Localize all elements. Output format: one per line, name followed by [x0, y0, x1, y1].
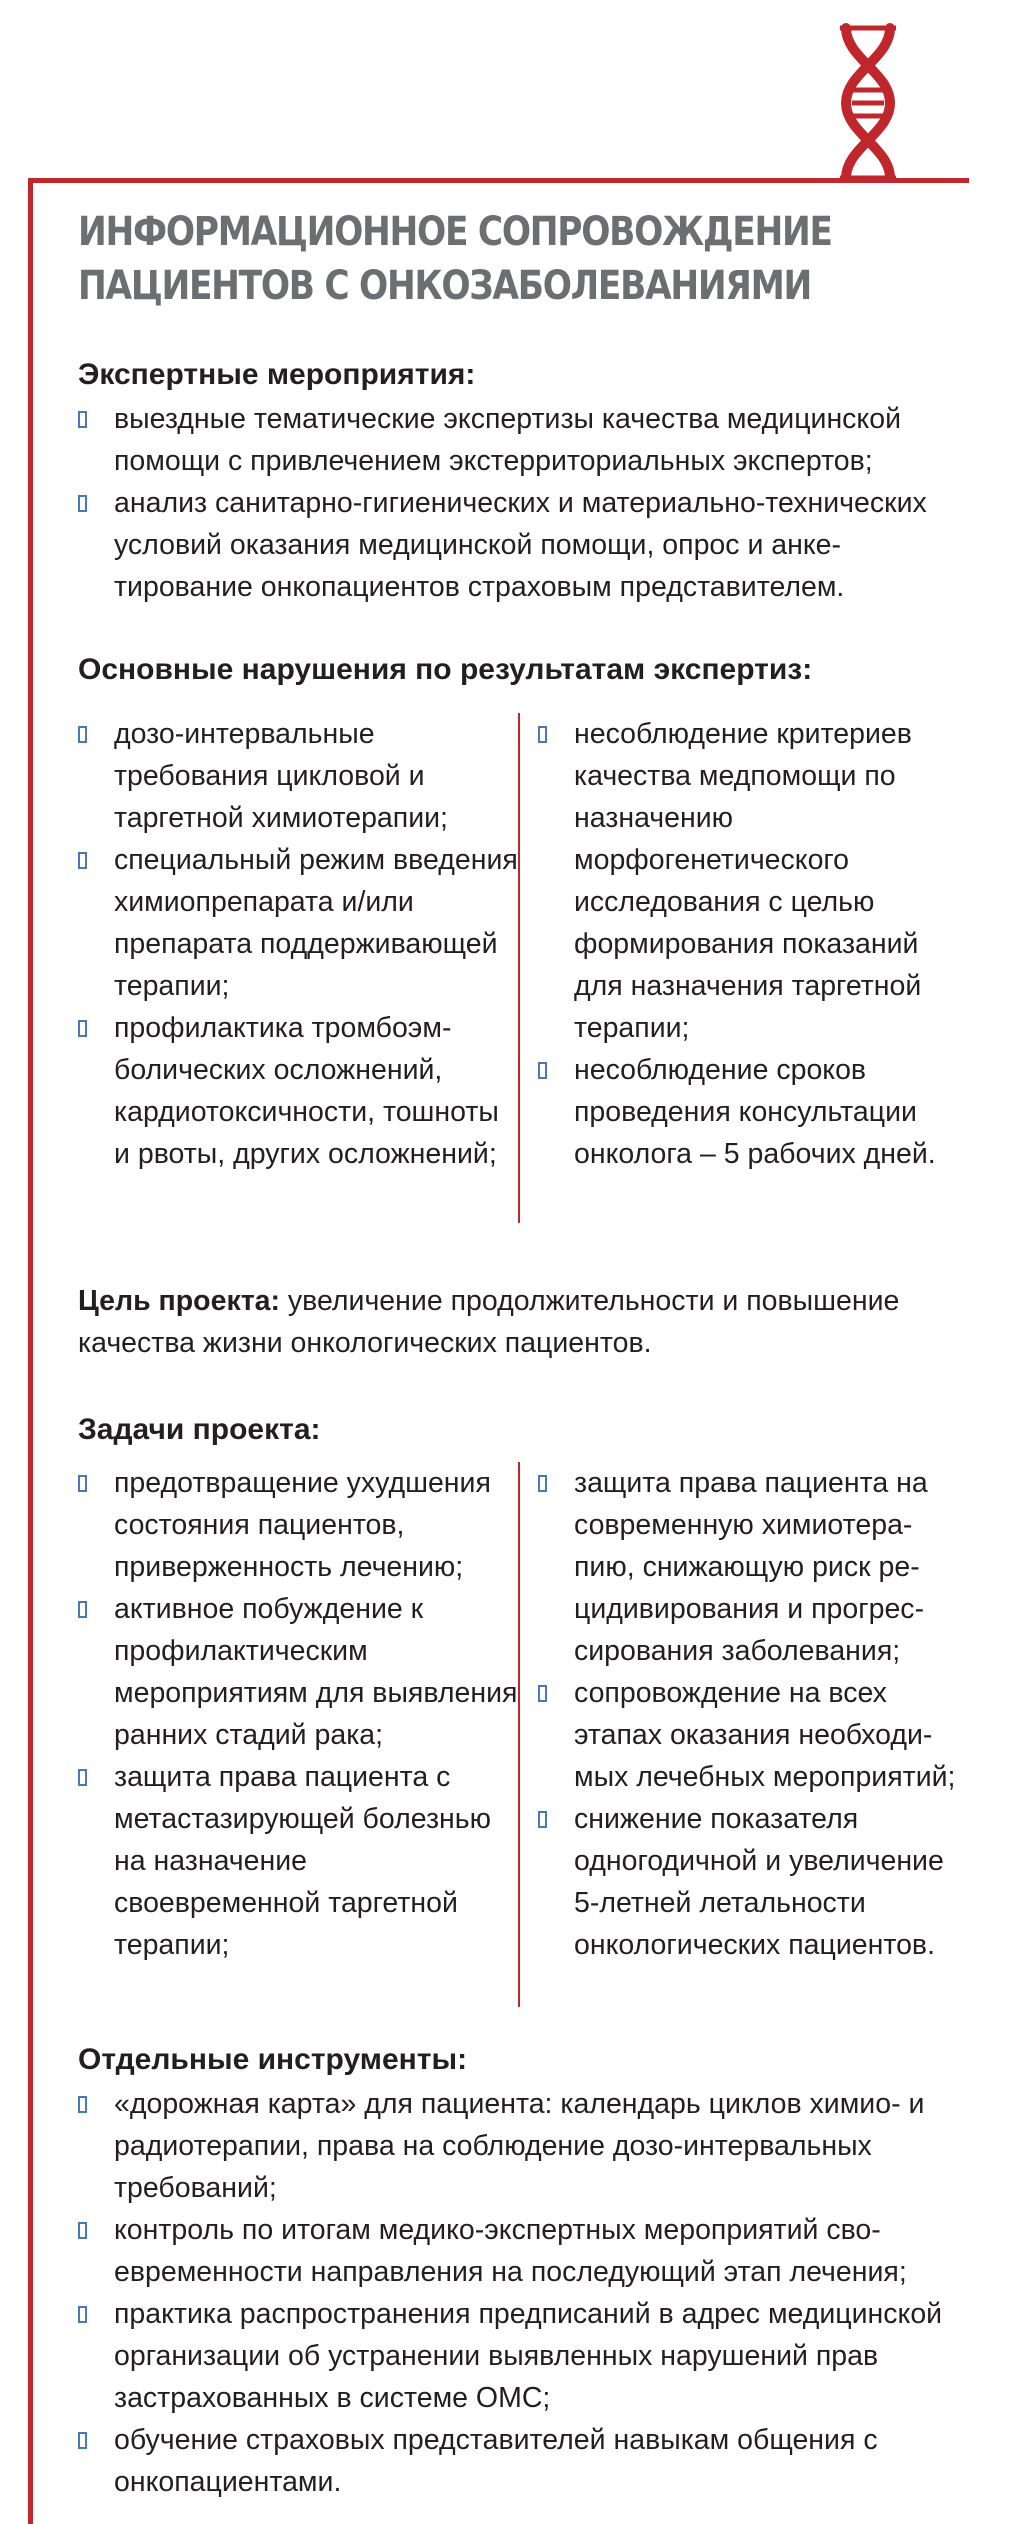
list-item [78, 2293, 958, 2419]
violations-left-column [78, 713, 518, 1175]
project-goal [78, 1280, 958, 1364]
violations-right-column [538, 713, 958, 1175]
list-item-text: несоблюдение сроков проведения консультации онколога – 5 рабочих дней. [574, 1054, 936, 1170]
column-divider [518, 1462, 520, 2007]
list-item-text: обучение страховых представителей навыкам общения с онкопациентами. [114, 2424, 878, 2498]
list-item [78, 713, 518, 839]
list-item-text: снижение показателя одногодичной и увеличение 5-летней летальности онкологических пациентов. [574, 1803, 944, 1961]
list-item [78, 2209, 958, 2293]
page-title-line-2: ПАЦИЕНТОВ С ОНКОЗАБОЛЕВАНИЯМИ [78, 263, 812, 309]
expert-list [78, 398, 958, 608]
bullet-icon [78, 852, 87, 869]
list-item-text: сопровождение на всех этапах оказания необходимых лечебных мероприятий; [574, 1677, 956, 1793]
list-item [78, 2419, 958, 2503]
violations-columns [78, 713, 958, 1223]
list-item [78, 398, 958, 482]
bullet-icon [538, 726, 547, 743]
violations-heading: Основные нарушения по результатам экспертиз: [78, 653, 813, 686]
list-item [78, 1756, 518, 1966]
list-item-text: дозо-интервальные требования цикловой и таргетной химиотерапии; [114, 718, 448, 834]
list-item-text: защита права пациента с метастазирующей болезнью на назначение своевременной таргетной терапии; [114, 1761, 491, 1961]
bullet-icon [78, 1020, 87, 1037]
bullet-icon [78, 2096, 87, 2113]
list-item [78, 482, 958, 608]
bullet-icon [78, 2306, 87, 2323]
bullet-icon [78, 1601, 87, 1618]
tasks-left-column [78, 1462, 518, 1966]
list-item-text: контроль по итогам медико-экспертных мероприятий своевременности направления на последующий этап лечения; [114, 2214, 907, 2288]
tasks-right-column [538, 1462, 958, 1966]
list-item [78, 2083, 958, 2209]
bullet-icon [78, 411, 87, 428]
tasks-columns [78, 1462, 958, 2007]
bullet-icon [78, 726, 87, 743]
list-item-text: активное побуждение к профилактическим мероприятиям для выявления ранних стадий рака; [114, 1593, 518, 1751]
list-item [78, 1588, 518, 1756]
list-item [538, 1049, 958, 1175]
project-goal-text: увеличение продолжительности и повышение качества жизни онкологических пациентов. [78, 1285, 900, 1359]
page-title [78, 205, 835, 313]
tools-section [78, 2040, 958, 2503]
list-item-text: предотвращение ухудшения состояния пациентов, приверженность лечению; [114, 1467, 491, 1583]
expert-section [78, 355, 958, 608]
list-item-text: анализ санитарно-гигиенических и материально-технических условий оказания медицинской помощи, опрос и анкетирование онкопациентов страховым представителем. [114, 487, 927, 603]
list-item-text: практика распространения предписаний в адрес медицинской организации об устранении выявленных нарушений прав застрахованных в системе ОМС; [114, 2298, 943, 2414]
tasks-section [78, 1410, 958, 1450]
list-item-text: несоблюдение критериев качества медпомощи по назначению морфогенетического исследования с целью формирования показаний для назначения таргетной терапии; [574, 718, 922, 1044]
list-item [538, 713, 958, 1049]
tools-list [78, 2083, 958, 2503]
dna-helix-icon [818, 18, 918, 188]
bullet-icon [538, 1811, 547, 1828]
bullet-icon [78, 2432, 87, 2449]
frame-top-rule [28, 178, 969, 183]
list-item [538, 1672, 958, 1798]
list-item [538, 1462, 958, 1672]
expert-heading: Экспертные мероприятия: [78, 358, 476, 391]
page-title-line-1: ИНФОРМАЦИОННОЕ СОПРОВОЖДЕНИЕ [78, 209, 832, 255]
list-item-text: защита права пациента на современную химиотерапию, снижающую риск рецидивирования и прогрессирования заболевания; [574, 1467, 928, 1667]
list-item [78, 839, 518, 1007]
bullet-icon [538, 1475, 547, 1492]
tasks-heading: Задачи проекта: [78, 1413, 321, 1446]
bullet-icon [538, 1685, 547, 1702]
column-divider [518, 713, 520, 1223]
project-goal-label: Цель проекта: [78, 1285, 281, 1317]
list-item-text: специальный режим введения химиопрепарата и/или препарата поддерживающей терапии; [114, 844, 518, 1002]
frame-left-rule [28, 178, 33, 2524]
bullet-icon [78, 495, 87, 512]
bullet-icon [78, 1769, 87, 1786]
list-item [78, 1007, 518, 1175]
bullet-icon [78, 1475, 87, 1492]
bullet-icon [78, 2222, 87, 2239]
tools-heading: Отдельные инструменты: [78, 2043, 468, 2076]
list-item-text: выездные тематические экспертизы качества медицинской помощи с привлечением экстерриториальных экспертов; [114, 403, 901, 477]
violations-section [78, 650, 958, 690]
bullet-icon [538, 1062, 547, 1079]
list-item-text: профилактика тромбоэмболических осложнений, кардиотоксичности, тошноты и рвоты, других осложнений; [114, 1012, 499, 1170]
list-item-text: «дорожная карта» для пациента: календарь циклов химио- и радиотерапии, права на соблюдение дозо-интервальных требований; [114, 2088, 925, 2204]
list-item [78, 1462, 518, 1588]
list-item [538, 1798, 958, 1966]
